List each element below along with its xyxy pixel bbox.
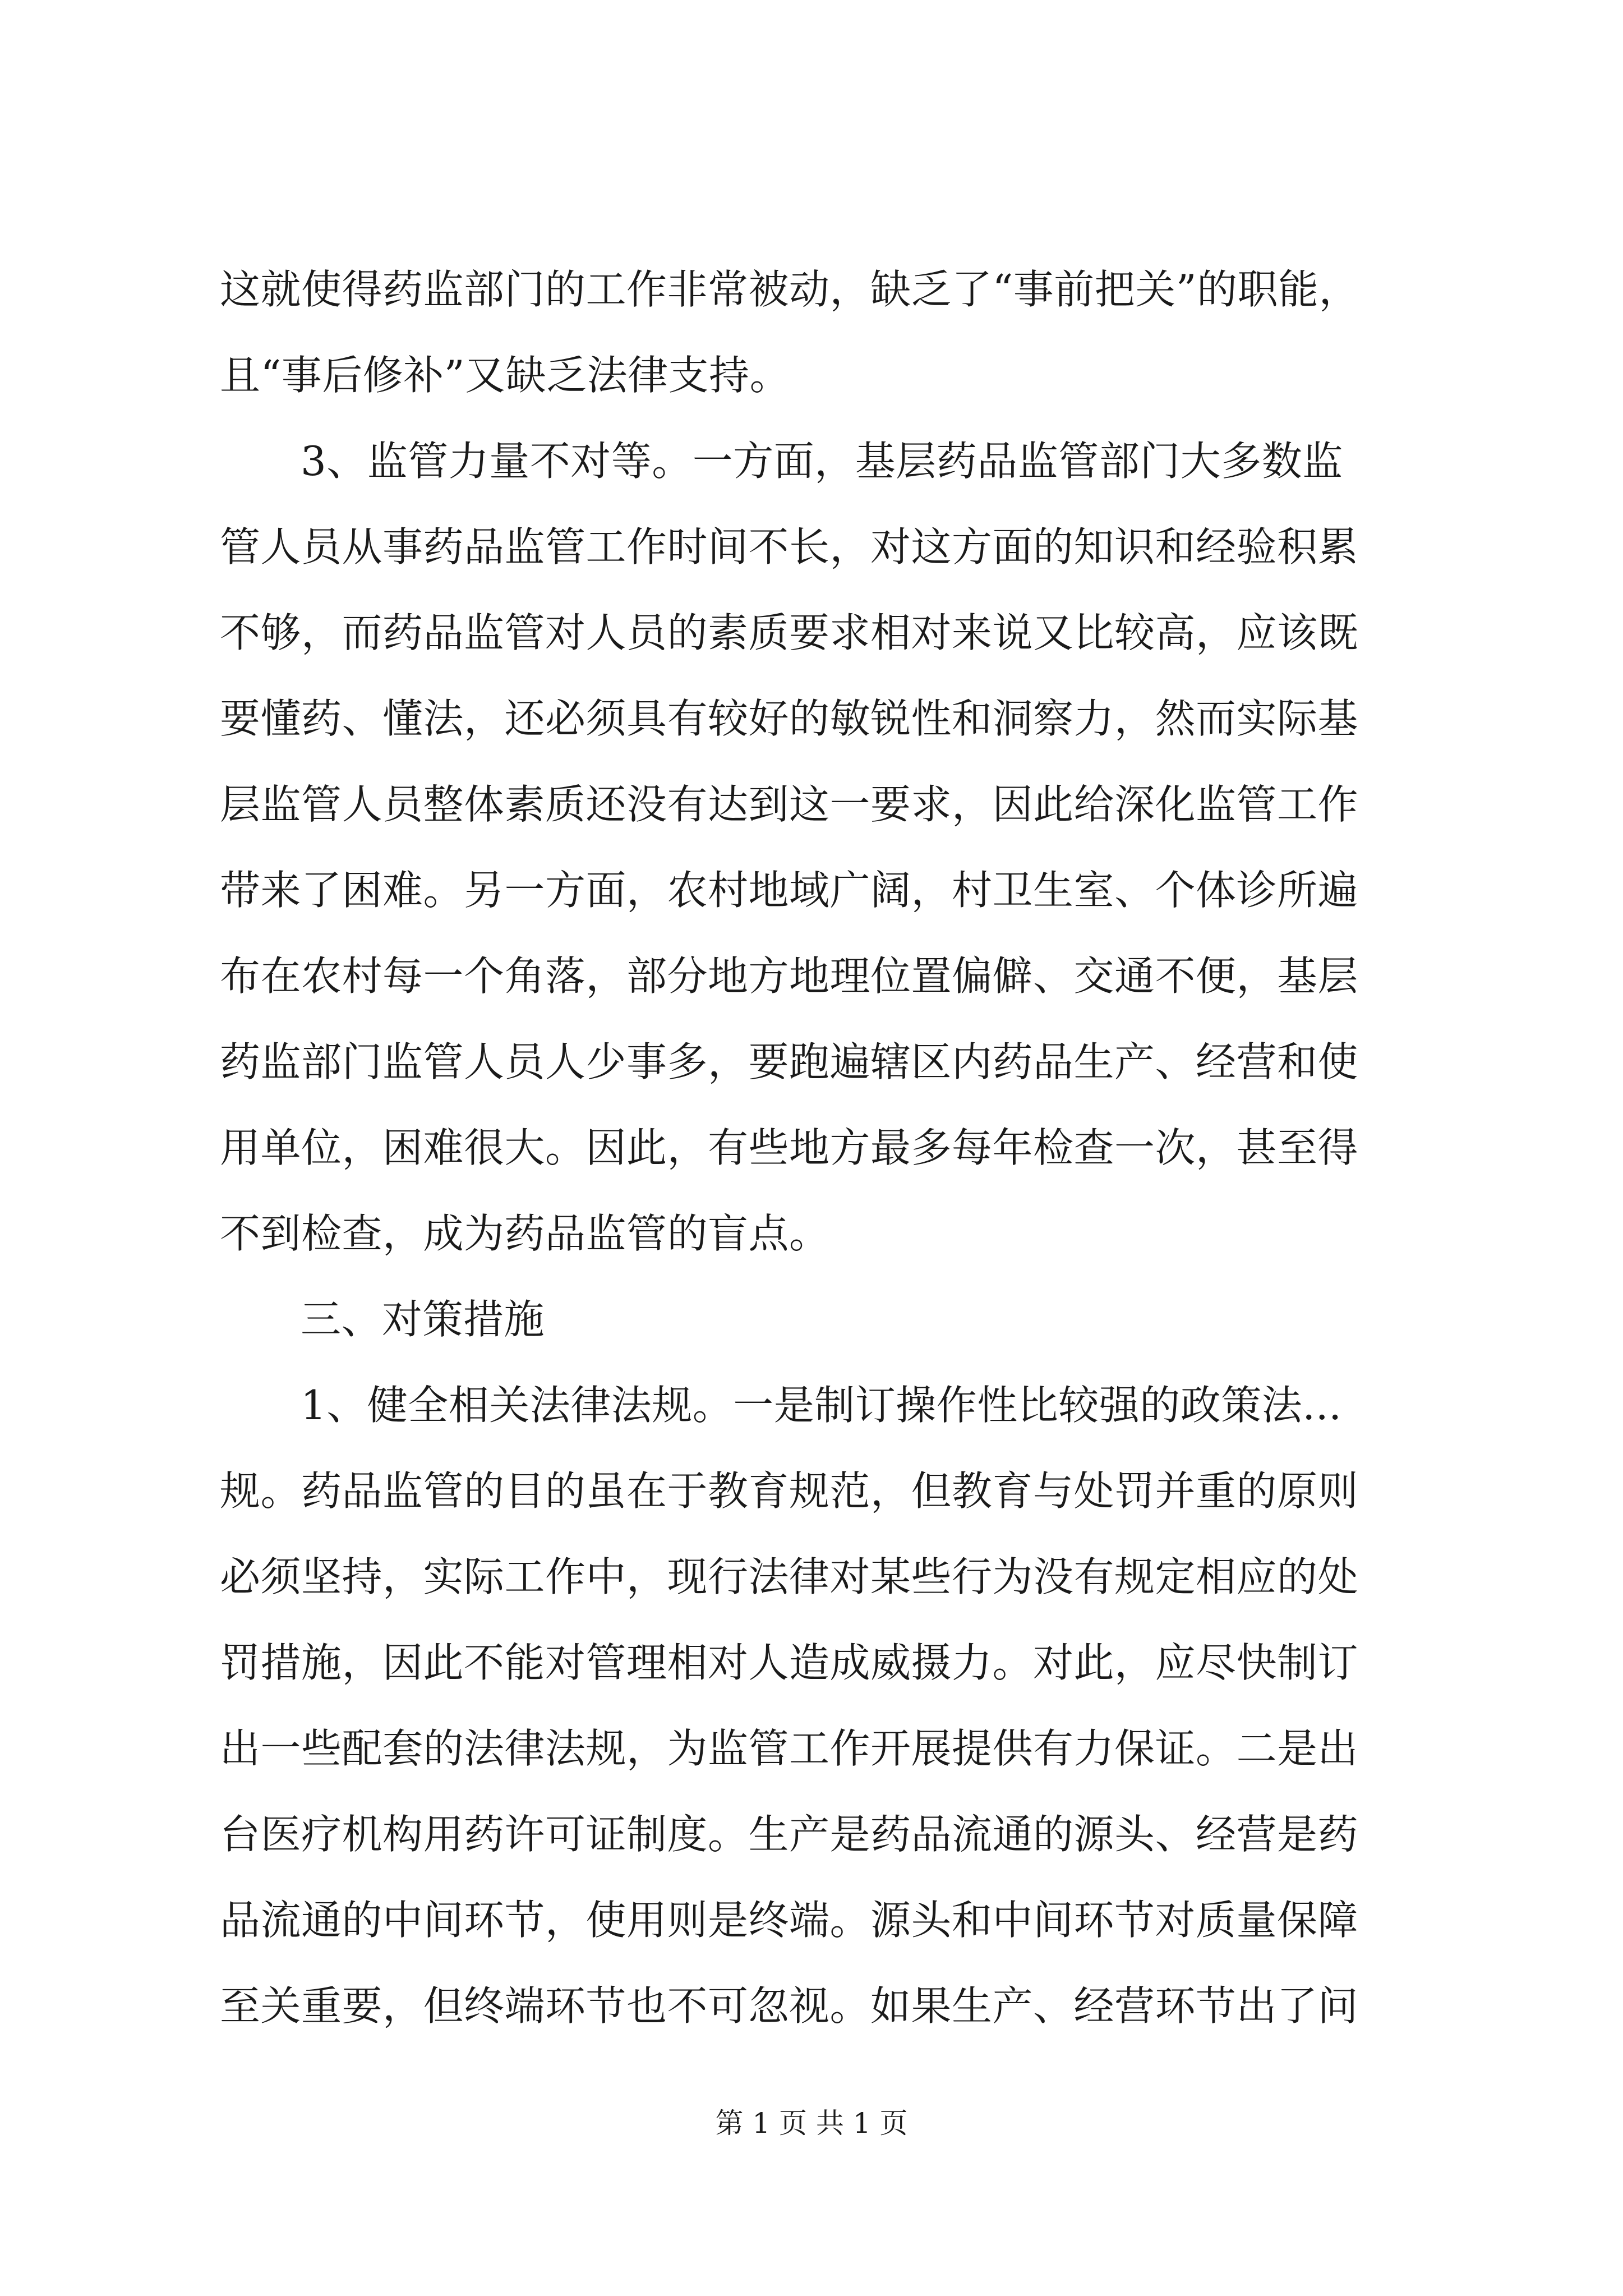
text-line: 出一些配套的法律法规，为监管工作开展提供有力保证。二是出 [220,1725,1359,1772]
body-text [220,247,1431,2049]
text-line: 1、健全相关法律法规。一是制订操作性比较强的政策法... [301,1382,1342,1429]
text-line: 不够，而药品监管对人员的素质要求相对来说又比较高，应该既 [220,609,1359,656]
text-line: 且“事后修补”又缺乏法律支持。 [220,352,791,399]
text-line: 用单位，困难很大。因此，有些地方最多每年检查一次，甚至得 [220,1124,1359,1171]
text-line: 罚措施，因此不能对管理相对人造成威摄力。对此，应尽快制订 [220,1639,1359,1686]
text-line: 3、监管力量不对等。一方面，基层药品监管部门大多数监 [301,438,1343,485]
text-line: 三、对策措施 [301,1296,545,1343]
text-line: 布在农村每一个角落，部分地方地理位置偏僻、交通不便，基层 [220,953,1359,1000]
text-line: 带来了困难。另一方面，农村地域广阔，村卫生室、个体诊所遍 [220,867,1359,914]
text-line: 品流通的中间环节，使用则是终端。源头和中间环节对质量保障 [220,1897,1359,1944]
text-line: 规。药品监管的目的虽在于教育规范，但教育与处罚并重的原则 [220,1467,1359,1515]
text-line: 管人员从事药品监管工作时间不长，对这方面的知识和经验积累 [220,523,1359,570]
text-line: 药监部门监管人员人少事多，要跑遍辖区内药品生产、经营和使 [220,1038,1359,1085]
text-line: 层监管人员整体素质还没有达到这一要求，因此给深化监管工作 [220,781,1359,828]
text-line: 台医疗机构用药许可证制度。生产是药品流通的源头、经营是药 [220,1811,1359,1858]
text-line: 必须坚持，实际工作中，现行法律对某些行为没有规定相应的处 [220,1553,1359,1600]
text-line: 不到检查，成为药品监管的盲点。 [220,1210,830,1257]
page-footer: 第 1 页 共 1 页 [715,2107,908,2139]
text-line: 这就使得药监部门的工作非常被动，缺乏了“事前把关”的职能， [220,266,1360,313]
text-line: 要懂药、懂法，还必须具有较好的敏锐性和洞察力，然而实际基 [220,695,1359,742]
text-line: 至关重要，但终端环节也不可忽视。如果生产、经营环节出了问 [220,1982,1359,2030]
